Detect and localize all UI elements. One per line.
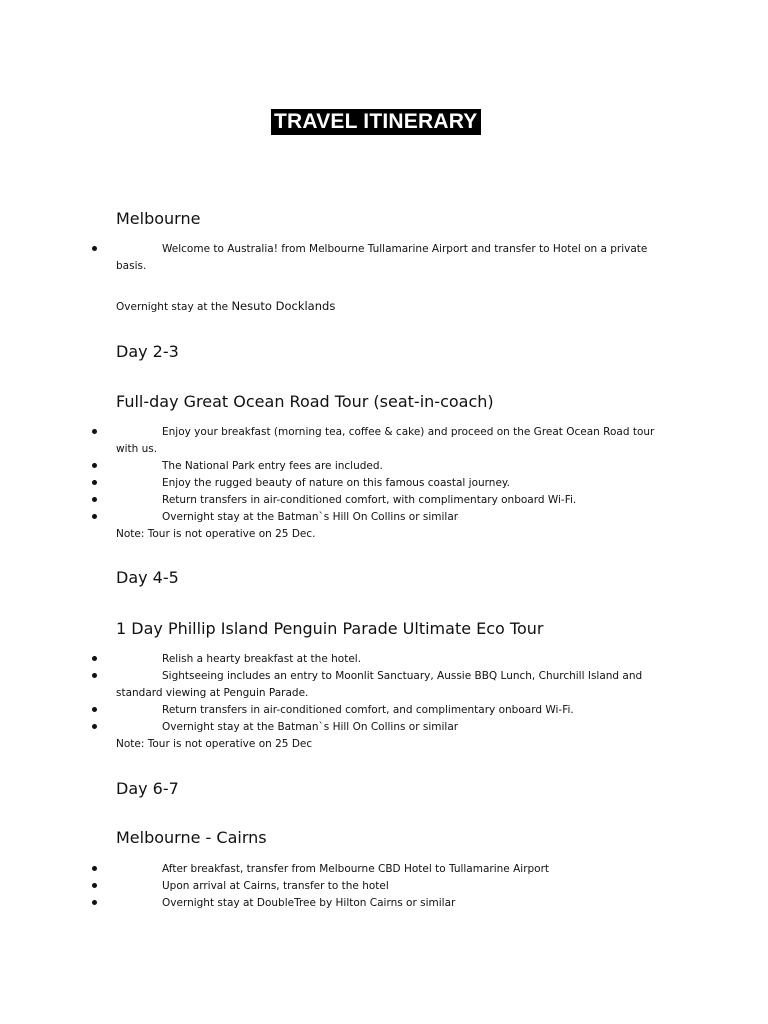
bullet bbox=[92, 429, 97, 434]
bullet bbox=[92, 900, 97, 905]
list-item: The National Park entry fees are included. bbox=[162, 460, 383, 472]
section-heading: Melbourne - Cairns bbox=[116, 828, 267, 847]
list-item: Welcome to Australia! from Melbourne Tullamarine Airport and transfer to Hotel on a private basis. bbox=[116, 243, 648, 272]
list-item: Relish a hearty breakfast at the hotel. bbox=[162, 653, 362, 665]
bullet bbox=[92, 463, 97, 468]
overnight-hotel: Nesuto Docklands bbox=[231, 299, 336, 313]
list-item: Overnight stay at the Batman`s Hill On Collins or similar bbox=[162, 721, 459, 733]
day-label: Day 4-5 bbox=[116, 568, 179, 587]
note: Note: Tour is not operative on 25 Dec bbox=[116, 738, 313, 750]
list-item: Return transfers in air-conditioned comfort, with complimentary onboard Wi-Fi. bbox=[162, 494, 577, 506]
bullet bbox=[92, 497, 97, 502]
day-label: Day 2-3 bbox=[116, 342, 179, 361]
day-label: Day 6-7 bbox=[116, 779, 179, 798]
section-heading-melbourne: Melbourne bbox=[116, 209, 201, 228]
page-title: TRAVEL ITINERARY bbox=[271, 109, 481, 135]
section-heading: Full-day Great Ocean Road Tour (seat-in-coach) bbox=[116, 392, 494, 411]
list-item: After breakfast, transfer from Melbourne CBD Hotel to Tullamarine Airport bbox=[162, 863, 550, 875]
bullet bbox=[92, 673, 97, 678]
bullet bbox=[92, 656, 97, 661]
note: Note: Tour is not operative on 25 Dec. bbox=[116, 528, 316, 540]
overnight-prefix: Overnight stay at the bbox=[116, 301, 232, 313]
bullet bbox=[92, 724, 97, 729]
bullet bbox=[92, 866, 97, 871]
list-item: Upon arrival at Cairns, transfer to the hotel bbox=[162, 880, 389, 892]
list-item: Overnight stay at the Batman`s Hill On Collins or similar bbox=[162, 511, 459, 523]
bullet bbox=[92, 707, 97, 712]
list-item: Enjoy the rugged beauty of nature on this famous coastal journey. bbox=[162, 477, 510, 489]
section-heading: 1 Day Phillip Island Penguin Parade Ultimate Eco Tour bbox=[116, 619, 544, 638]
list-item: Sightseeing includes an entry to Moonlit Sanctuary, Aussie BBQ Lunch, Churchill Island and standard viewing at Penguin Parade. bbox=[116, 670, 643, 699]
bullet bbox=[92, 883, 97, 888]
bullet bbox=[92, 514, 97, 519]
bullet bbox=[92, 246, 97, 251]
overnight-line bbox=[116, 299, 335, 313]
list-item: Return transfers in air-conditioned comfort, and complimentary onboard Wi-Fi. bbox=[162, 704, 574, 716]
bullet bbox=[92, 480, 97, 485]
list-item: Enjoy your breakfast (morning tea, coffee & cake) and proceed on the Great Ocean Road tour with us. bbox=[116, 426, 655, 455]
list-item: Overnight stay at DoubleTree by Hilton Cairns or similar bbox=[162, 897, 456, 909]
